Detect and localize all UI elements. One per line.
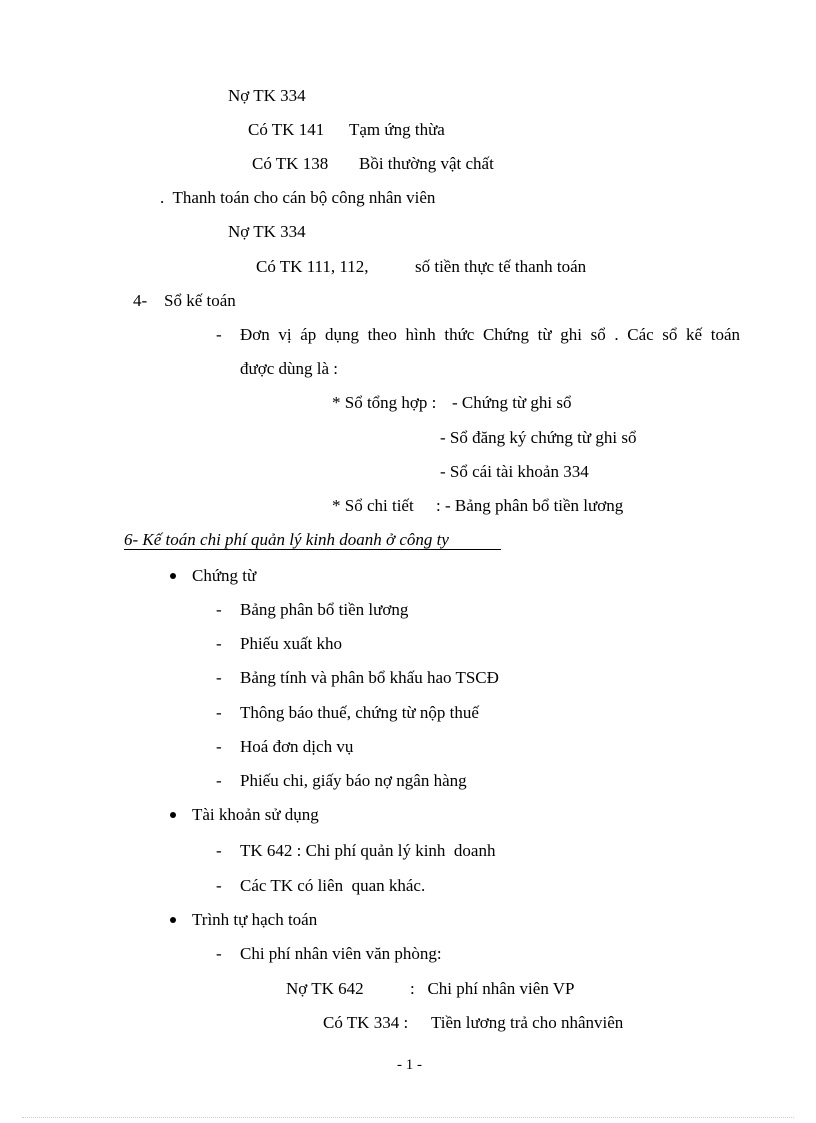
tai-khoan-item: Các TK có liên quan khác. [240, 876, 426, 895]
so-tong-hop-label: * Sổ tổng hợp : [332, 393, 437, 412]
entry-credit-141: Có TK 141 [248, 120, 325, 139]
section4-title: Sổ kế toán [164, 291, 236, 310]
tai-khoan-item: TK 642 : Chi phí quản lý kinh doanh [240, 841, 496, 860]
dash-marker: - [216, 600, 222, 619]
entry-credit-334: Có TK 334 : [323, 1013, 409, 1032]
chung-tu-item: Hoá đơn dịch vụ [240, 737, 354, 756]
dash-marker: - [216, 668, 222, 687]
chung-tu-item: Bảng phân bổ tiền lương [240, 600, 409, 619]
section4-paragraph-line2: được dùng là : [240, 359, 338, 378]
section6-heading-underline [124, 549, 501, 550]
page-bottom-divider [22, 1117, 794, 1118]
section4-number: 4- [133, 291, 148, 310]
dash-marker: - [216, 876, 222, 895]
dash-marker: - [216, 325, 222, 344]
entry-debit-642-desc: : Chi phí nhân viên VP [410, 979, 575, 998]
so-chi-tiet-item: : - Bảng phân bổ tiền lương [436, 496, 624, 515]
dash-marker: - [216, 944, 222, 963]
bullet-icon [170, 917, 176, 923]
so-tong-hop-item: - Sổ đăng ký chứng từ ghi sổ [440, 428, 637, 447]
chung-tu-item: Phiếu xuất kho [240, 634, 342, 653]
trinh-tu-item: Chi phí nhân viên văn phòng: [240, 944, 442, 963]
chung-tu-item: Phiếu chi, giấy báo nợ ngân hàng [240, 771, 467, 790]
dash-marker: - [216, 634, 222, 653]
bullet-icon [170, 812, 176, 818]
bullet-icon [170, 573, 176, 579]
entry-credit-141-desc: Tạm ứng thừa [349, 120, 445, 139]
entry-credit-138: Có TK 138 [252, 154, 329, 173]
entry-debit-642: Nợ TK 642 [286, 979, 364, 998]
trinh-tu-title: Trình tự hạch toán [192, 910, 318, 929]
dash-marker: - [216, 841, 222, 860]
page-number: - 1 - [397, 1057, 422, 1073]
chung-tu-title: Chứng từ [192, 566, 257, 585]
entry-debit-334: Nợ TK 334 [228, 86, 306, 105]
tai-khoan-title: Tài khoản sử dụng [192, 805, 319, 824]
so-chi-tiet-label: * Sổ chi tiết [332, 496, 414, 515]
dash-marker: - [216, 771, 222, 790]
entry-credit-334-desc: Tiền lương trả cho nhânviên [431, 1013, 624, 1032]
so-tong-hop-item: - Sổ cái tài khoản 334 [440, 462, 589, 481]
entry-credit-111-112-desc: số tiền thực tế thanh toán [415, 257, 587, 276]
chung-tu-item: Bảng tính và phân bổ khấu hao TSCĐ [240, 668, 499, 687]
chung-tu-item: Thông báo thuế, chứng từ nộp thuế [240, 703, 479, 722]
entry-debit-334-b: Nợ TK 334 [228, 222, 306, 241]
section6-heading: 6- Kế toán chi phí quản lý kinh doanh ở công ty [124, 530, 449, 549]
entry-credit-111-112: Có TK 111, 112, [256, 257, 369, 276]
payment-line: . Thanh toán cho cán bộ công nhân viên [160, 188, 436, 207]
so-tong-hop-item: - Chứng từ ghi sổ [452, 393, 572, 412]
dash-marker: - [216, 737, 222, 756]
dash-marker: - [216, 703, 222, 722]
section4-paragraph-line1: Đơn vị áp dụng theo hình thức Chứng từ ghi sổ . Các sổ kế toán [240, 325, 740, 344]
entry-credit-138-desc: Bồi thường vật chất [359, 154, 494, 173]
